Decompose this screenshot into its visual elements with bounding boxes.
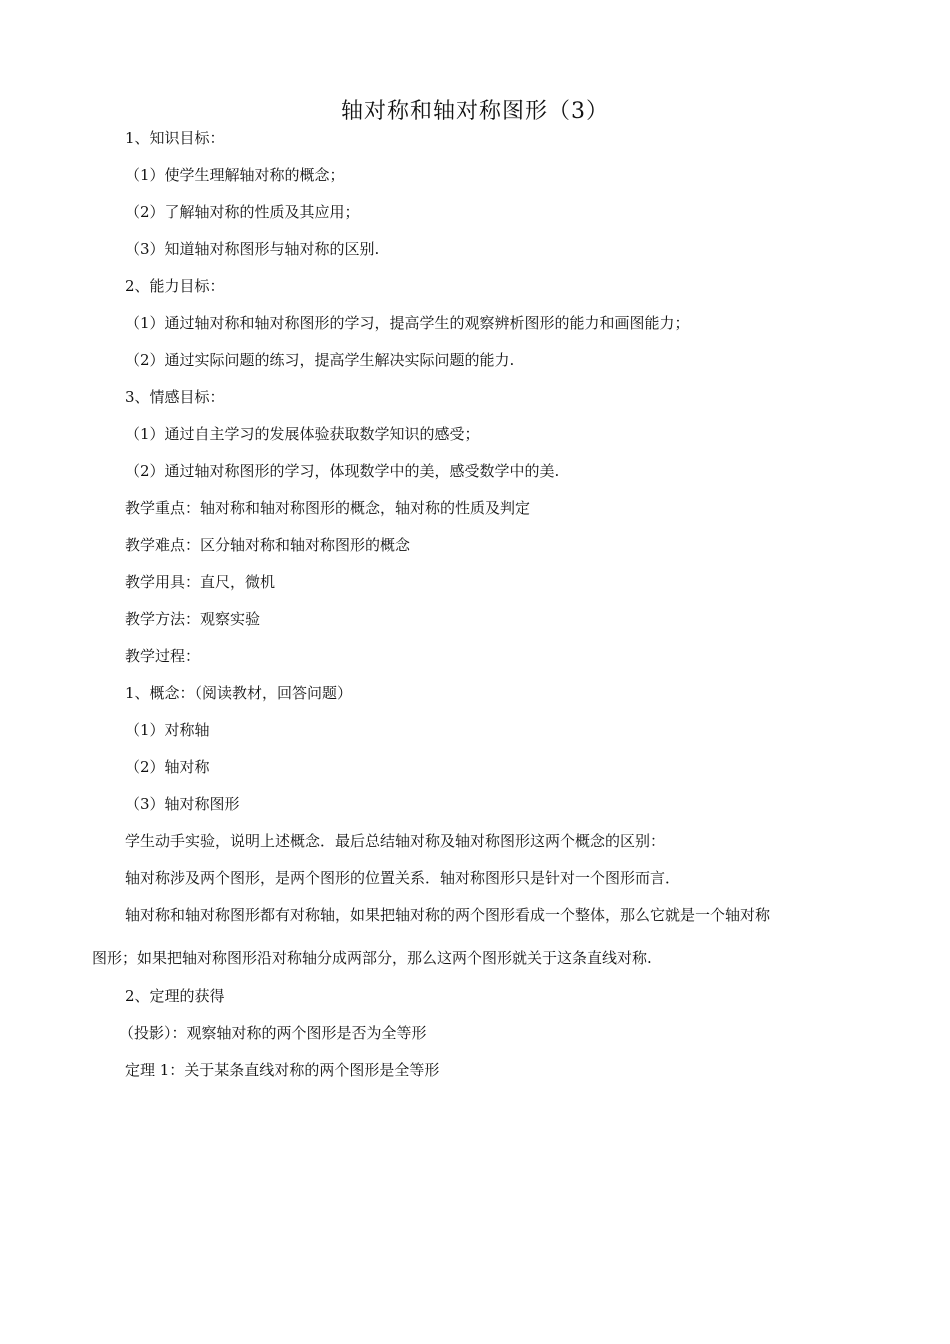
paragraph-axis-line-1: 轴对称和轴对称图形都有对称轴，如果把轴对称的两个图形看成一个整体，那么它就是一个轴对称: [125, 906, 771, 924]
emotion-goal-1: （1）通过自主学习的发展体验获取数学知识的感受；: [125, 425, 480, 443]
concept-item-3: （3）轴对称图形: [125, 795, 240, 813]
knowledge-goal-1: （1）使学生理解轴对称的概念；: [125, 166, 345, 184]
teaching-process-heading: 教学过程：: [125, 647, 201, 665]
document-title: 轴对称和轴对称图形（3）: [341, 99, 609, 124]
ability-goal-1: （1）通过轴对称和轴对称图形的学习，提高学生的观察辨析图形的能力和画图能力；: [125, 314, 690, 332]
ability-goal-2: （2）通过实际问题的练习，提高学生解决实际问题的能力.: [125, 351, 515, 369]
section-heading-knowledge-goals: 1、知识目标：: [125, 129, 225, 147]
teaching-method: 教学方法：观察实验: [125, 610, 261, 628]
concept-heading: 1、概念：（阅读教材，回答问题）: [125, 684, 353, 702]
knowledge-goal-2: （2）了解轴对称的性质及其应用；: [125, 203, 360, 221]
teaching-difficulties: 教学难点：区分轴对称和轴对称图形的概念: [125, 536, 411, 554]
teaching-key-points: 教学重点：轴对称和轴对称图形的概念，轴对称的性质及判定: [125, 499, 531, 517]
theorem-1: 定理 1：关于某条直线对称的两个图形是全等形: [125, 1061, 440, 1079]
knowledge-goal-3: （3）知道轴对称图形与轴对称的区别.: [125, 240, 380, 258]
emotion-goal-2: （2）通过轴对称图形的学习，体现数学中的美，感受数学中的美.: [125, 462, 560, 480]
teaching-tools: 教学用具：直尺，微机: [125, 573, 276, 591]
projection-note: （投影）：观察轴对称的两个图形是否为全等形: [119, 1024, 427, 1042]
concept-item-2: （2）轴对称: [125, 758, 210, 776]
section-heading-ability-goals: 2、能力目标：: [125, 277, 225, 295]
concept-item-1: （1）对称轴: [125, 721, 210, 739]
section-heading-emotion-goals: 3、情感目标：: [125, 388, 225, 406]
paragraph-axis-line-2: 图形；如果把轴对称图形沿对称轴分成两部分，那么这两个图形就关于这条直线对称.: [92, 949, 652, 967]
paragraph-difference: 轴对称涉及两个图形，是两个图形的位置关系．轴对称图形只是针对一个图形而言．: [125, 869, 681, 887]
theorem-heading: 2、定理的获得: [125, 987, 225, 1005]
paragraph-experiment: 学生动手实验，说明上述概念．最后总结轴对称及轴对称图形这两个概念的区别：: [125, 832, 666, 850]
